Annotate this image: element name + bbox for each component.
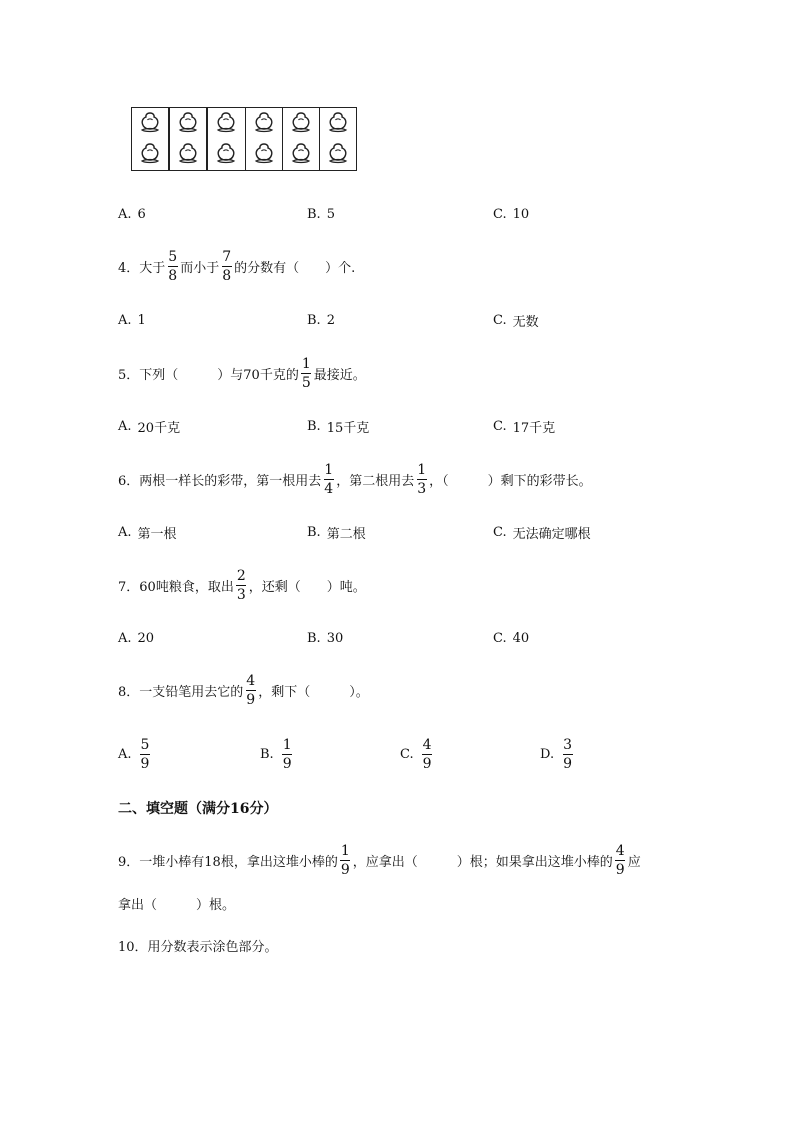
grid-column bbox=[132, 108, 170, 170]
q6-option-c: C. 无法确定哪根 bbox=[493, 524, 591, 542]
question-4: 4．大于 $\frac{5}{8}$ 而小于 $\frac{7}{8}$ 的分数有（ ）个. bbox=[118, 248, 356, 284]
q4-option-c: C. 无数 bbox=[493, 312, 539, 330]
question-10: 10．用分数表示涂色部分。 bbox=[118, 940, 278, 955]
fraction: $\frac{5}{8}$ bbox=[168, 248, 178, 284]
question-8: 8．一支铅笔用去它的 $\frac{4}{9}$ ，剩下（ ）。 bbox=[118, 672, 369, 708]
fraction: $\frac{4}{9}$ bbox=[615, 842, 625, 878]
fraction: $\frac{1}{3}$ bbox=[417, 461, 427, 497]
q5-option-b: B. 15千克 bbox=[307, 418, 370, 436]
q4-option-b: B. 2 bbox=[307, 312, 335, 328]
fraction: $\frac{1}{9}$ bbox=[340, 842, 350, 878]
peach-icon bbox=[326, 110, 350, 138]
q5-option-a: A. 20千克 bbox=[118, 418, 181, 436]
q7-option-c: C. 40 bbox=[493, 630, 530, 646]
fraction: $\frac{4}{9}$ bbox=[246, 672, 256, 708]
q7-option-a: A. 20 bbox=[118, 630, 155, 646]
q8-option-d: D. $\frac{3}{9}$ bbox=[540, 736, 573, 772]
peach-icon bbox=[214, 110, 238, 138]
q3-option-b: B. 5 bbox=[307, 206, 335, 222]
fraction: $\frac{1}{5}$ bbox=[301, 355, 311, 391]
q3-option-c: C. 10 bbox=[493, 206, 530, 222]
q3-option-a: A. 6 bbox=[118, 206, 146, 222]
peach-icon bbox=[138, 110, 162, 138]
q8-option-b: B. $\frac{1}{9}$ bbox=[260, 736, 292, 772]
peach-icon bbox=[252, 141, 276, 169]
question-6: 6．两根一样长的彩带，第一根用去 $\frac{1}{4}$ ，第二根用去 $\frac{1}{3}$ ，（ ）剩下的彩带长。 bbox=[118, 461, 592, 497]
grid-column bbox=[170, 108, 208, 170]
fraction: $\frac{2}{3}$ bbox=[236, 567, 246, 603]
peach-icon bbox=[138, 141, 162, 169]
peach-icon bbox=[252, 110, 276, 138]
q7-option-b: B. 30 bbox=[307, 630, 344, 646]
peach-icon bbox=[214, 141, 238, 169]
question-5: 5．下列（ ）与70千克的 $\frac{1}{5}$ 最接近。 bbox=[118, 355, 366, 391]
q8-option-a: A. $\frac{5}{9}$ bbox=[118, 736, 150, 772]
q6-option-a: A. 第一根 bbox=[118, 524, 177, 542]
peach-icon bbox=[176, 110, 200, 138]
peach-icon bbox=[326, 141, 350, 169]
section-heading: 二、填空题（满分16分） bbox=[118, 801, 278, 817]
question-9-line-2: 拿出（ ）根。 bbox=[118, 898, 236, 913]
peach-icon bbox=[176, 141, 200, 169]
grid-column bbox=[320, 108, 356, 170]
q5-option-c: C. 17千克 bbox=[493, 418, 556, 436]
grid-column bbox=[208, 108, 245, 170]
question-9: 9．一堆小棒有18根，拿出这堆小棒的 $\frac{1}{9}$ ，应拿出（ ）根；如果拿出这堆小棒的 $\frac{4}{9}$ 应 bbox=[118, 842, 641, 878]
question-7: 7．60吨粮食，取出 $\frac{2}{3}$ ，还剩（ ）吨。 bbox=[118, 567, 366, 603]
grid-column bbox=[246, 108, 283, 170]
peach-picture-grid bbox=[131, 107, 357, 171]
fraction: $\frac{7}{8}$ bbox=[222, 248, 232, 284]
grid-column bbox=[283, 108, 320, 170]
fraction: $\frac{1}{4}$ bbox=[324, 461, 334, 497]
q4-option-a: A. 1 bbox=[118, 312, 146, 328]
peach-icon bbox=[289, 141, 313, 169]
peach-icon bbox=[289, 110, 313, 138]
q6-option-b: B. 第二根 bbox=[307, 524, 366, 542]
q8-option-c: C. $\frac{4}{9}$ bbox=[400, 736, 432, 772]
